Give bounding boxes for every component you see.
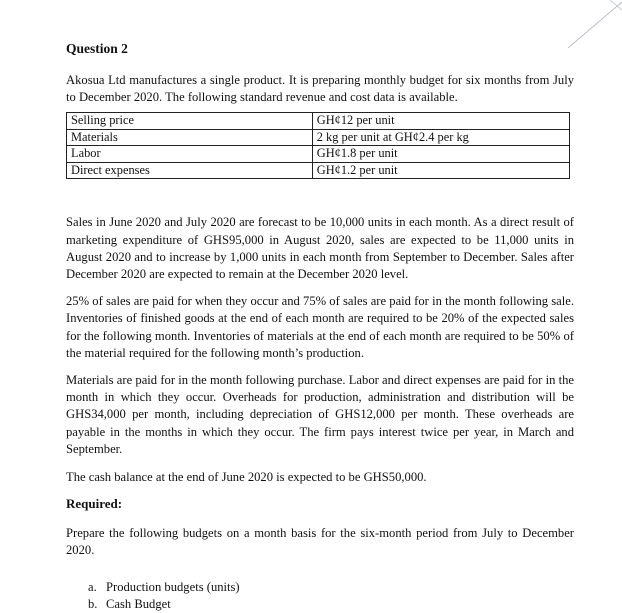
task-text: Production budgets (units) xyxy=(106,579,240,594)
cost-label: Labor xyxy=(67,146,313,163)
payments-paragraph: 25% of sales are paid for when they occur and 75% of sales are paid for in the month following sale. Inventories of finished goods at the end of each month are required to be 20% of the expected sales for the following month. Inventories of materials at the end of each month are required to be 50% of the material required for the following month’s production. xyxy=(66,294,574,360)
list-item xyxy=(88,596,574,613)
question-document xyxy=(66,40,574,613)
table-row xyxy=(67,129,570,146)
list-marker: a. xyxy=(88,579,97,594)
cost-label: Materials xyxy=(67,129,313,146)
table-row xyxy=(67,146,570,163)
task-text: Cash Budget xyxy=(106,596,171,611)
cash-paragraph: The cash balance at the end of June 2020 is expected to be GHS50,000. xyxy=(66,470,427,485)
cost-value: GH¢12 per unit xyxy=(312,113,569,130)
cost-value: GH¢1.2 per unit xyxy=(312,162,569,179)
sales-paragraph: Sales in June 2020 and July 2020 are forecast to be 10,000 units in each month. As a direct result of marketing expenditure of GHS95,000 in August 2020, sales are expected to be 11,000 units in August 2020 and to increase by 1,000 units in each month from September to December. Sales after December 2020 are expected to remain at the December 2020 level. xyxy=(66,215,574,282)
standard-cost-table xyxy=(66,112,570,179)
cost-label: Direct expenses xyxy=(67,162,313,179)
cost-value: 2 kg per unit at GH¢2.4 per kg xyxy=(312,129,569,146)
required-heading: Required: xyxy=(66,496,123,512)
intro-paragraph: Akosua Ltd manufactures a single product. It is preparing monthly budget for six months from July to December 2020. The following standard revenue and cost data is available. xyxy=(66,73,574,105)
table-row xyxy=(67,113,570,130)
materials-paragraph: Materials are paid for in the month following purchase. Labor and direct expenses are paid for in the month in which they occur. Overheads for production, administration and distribution will be GHS34,000 per month, including depreciation of GHS12,000 per month. These overheads are payable in the months in which they occur. The firm pays interest twice per year, in March and September. xyxy=(66,373,574,456)
table-row xyxy=(67,162,570,179)
cost-label: Selling price xyxy=(67,113,313,130)
cost-value: GH¢1.8 per unit xyxy=(312,146,569,163)
list-item xyxy=(88,579,574,596)
required-instruction: Prepare the following budgets on a month basis for the six-month period from July to December 2020. xyxy=(66,526,574,558)
task-list xyxy=(88,579,574,613)
question-title: Question 2 xyxy=(66,41,128,56)
list-marker: b. xyxy=(88,596,98,611)
